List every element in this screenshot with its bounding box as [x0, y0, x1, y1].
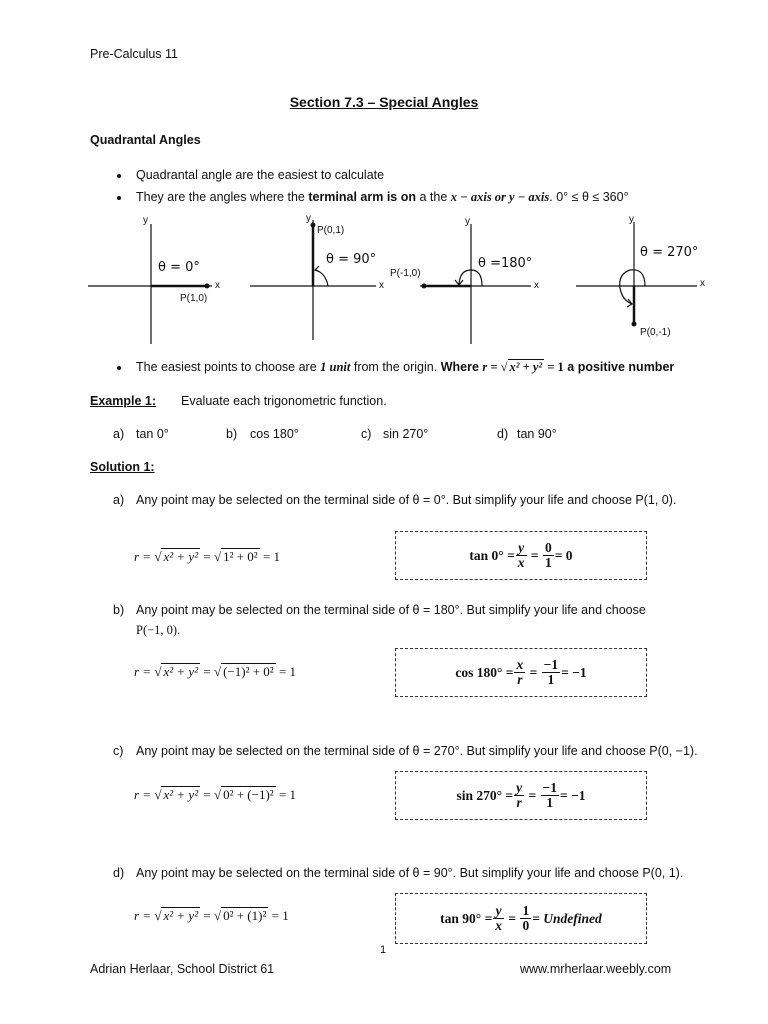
solution-part-text: Any point may be selected on the terminal side of θ = 270°. But simplify your life and choose P(0, −1). — [136, 744, 698, 758]
footer-website-link[interactable]: www.mrherlaar.weebly.com — [520, 962, 672, 976]
part-label: c) — [361, 427, 372, 441]
page-number: 1 — [380, 944, 387, 956]
part-label: a) — [113, 427, 125, 441]
angle-label: θ =180° — [478, 256, 533, 271]
x-axis-label: x — [215, 280, 220, 291]
bullet-text-2: They are the angles where the terminal arm is on a the x − axis or y − axis. 0° ≤ θ ≤ 360° — [136, 190, 629, 204]
solution-part-label: b) — [113, 603, 125, 617]
radius-equation: r = √ x² + y² = √ 0² + (−1)² = 1 — [134, 787, 297, 802]
bullet-icon — [117, 174, 121, 178]
footer-author: Adrian Herlaar, School District 61 — [90, 962, 275, 976]
answer-box: tan 90° = $\frac{y}{x}$ = $\frac{1}{0}$ = Undefined — [395, 893, 647, 944]
angle-label: θ = 90° — [326, 252, 377, 267]
radius-equation: r = √ x² + y² = √ (−1)² + 0² = 1 — [134, 664, 297, 679]
x-axis-label: x — [700, 278, 705, 289]
solution-part-text: P(−1, 0). — [136, 623, 181, 637]
bullet-text-1: Quadrantal angle are the easiest to calculate — [136, 168, 385, 182]
example-text: Evaluate each trigonometric function. — [181, 394, 387, 408]
point-label: P(-1,0) — [390, 268, 421, 279]
example-label: Example 1: — [90, 394, 157, 408]
part-expression: tan 90° — [517, 427, 557, 441]
answer-box: sin 270° = $\frac{y}{r}$ = $\frac{-1}{1}$ = −1 — [395, 771, 647, 820]
x-axis-label: x — [534, 280, 539, 291]
solution-part-label: d) — [113, 866, 125, 880]
y-axis-label: y — [306, 213, 311, 224]
y-axis-label: y — [143, 215, 148, 226]
solution-part-text: Any point may be selected on the terminal side of θ = 0°. But simplify your life and choose P(1, 0). — [136, 493, 677, 507]
page-title: Section 7.3 – Special Angles — [289, 94, 479, 110]
part-label: d) — [497, 427, 509, 441]
point-label: P(1,0) — [180, 293, 208, 304]
course-header: Pre-Calculus 11 — [90, 47, 179, 61]
point-label: P(0,-1) — [640, 327, 671, 338]
answer-box: tan 0° = $\frac{y}{x}$ = $\frac{0}{1}$ = 0 — [395, 531, 647, 580]
bullet-icon — [117, 366, 121, 370]
radius-equation: r = √ x² + y² = √ 0² + (1)² = 1 — [134, 908, 289, 923]
section-heading: Quadrantal Angles — [90, 133, 201, 147]
point-label: P(0,1) — [317, 225, 345, 236]
solution-label: Solution 1: — [90, 460, 155, 474]
bullet-icon — [117, 196, 121, 200]
part-expression: sin 270° — [383, 427, 429, 441]
radius-equation: r = √ x² + y² = √ 1² + 0² = 1 — [134, 549, 281, 564]
angle-label: θ = 270° — [640, 245, 699, 260]
part-expression: cos 180° — [250, 427, 299, 441]
x-axis-label: x — [379, 280, 384, 291]
part-expression: tan 0° — [136, 427, 169, 441]
angle-label: θ = 0° — [158, 260, 200, 275]
bullet-text-3: The easiest points to choose are 1 unit from the origin. Where r = √ x² + y² = 1 a positive number — [136, 360, 675, 374]
solution-part-label: c) — [113, 744, 124, 758]
solution-part-label: a) — [113, 493, 125, 507]
solution-part-text: Any point may be selected on the terminal side of θ = 180°. But simplify your life and choose — [136, 603, 646, 617]
part-label: b) — [226, 427, 238, 441]
y-axis-label: y — [629, 214, 634, 225]
solution-part-text: Any point may be selected on the terminal side of θ = 90°. But simplify your life and choose P(0, 1). — [136, 866, 684, 880]
y-axis-label: y — [465, 216, 470, 227]
answer-box: cos 180° = $\frac{x}{r}$ = $\frac{-1}{1}$ = −1 — [395, 648, 647, 697]
